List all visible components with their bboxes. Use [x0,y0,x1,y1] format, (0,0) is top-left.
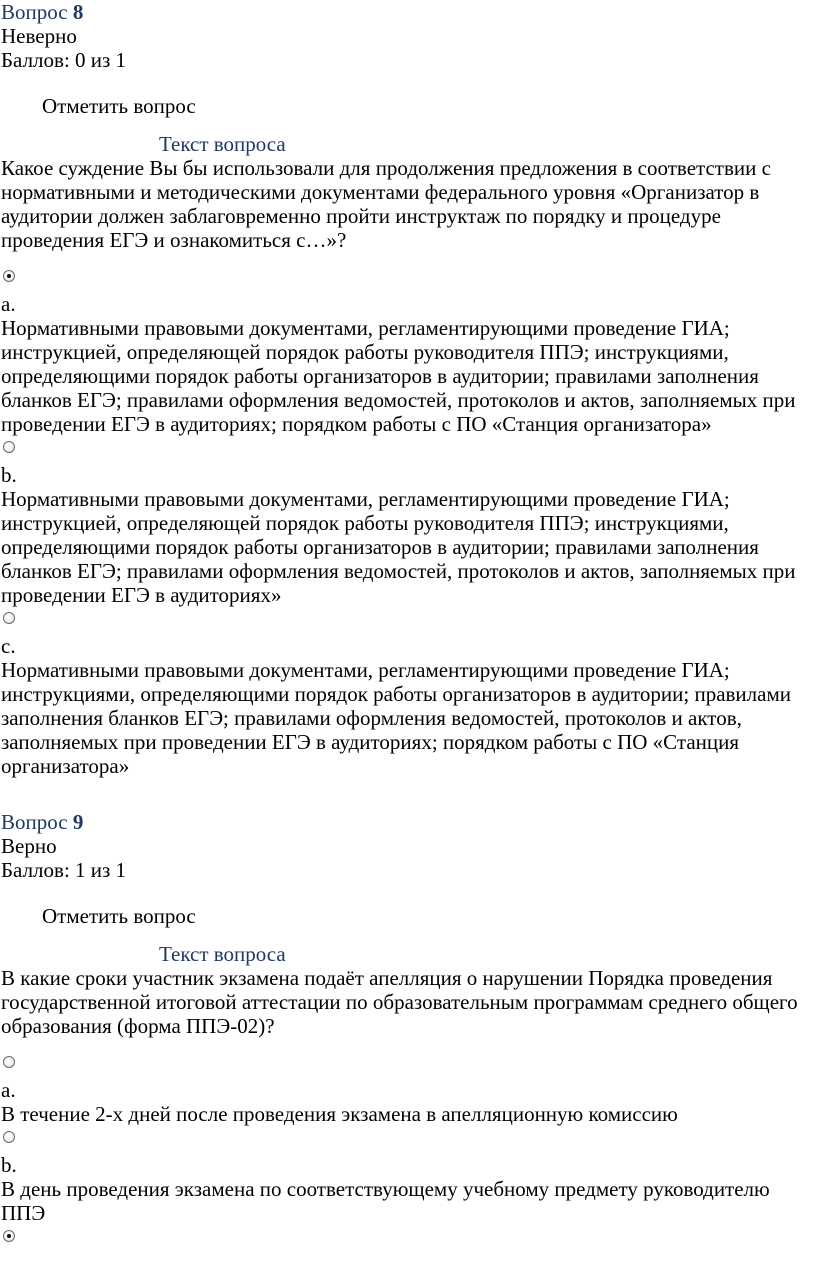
question-number: 8 [72,0,84,24]
question-text: Какое суждение Вы бы использовали для продолжения предложения в соответствии с нормативными и методическими документами федерального уровня «Организатор в аудитории должен заблаговременно пройти инструктаж по порядку и процедуре проведения ЕГЭ и ознакомиться с…»? [1,156,771,252]
option-letter: a. [1,1078,16,1102]
radio-option-c[interactable] [3,612,15,624]
question-score: Баллов: 1 из 1 [1,858,127,882]
question-status: Неверно [1,24,77,48]
question-header: Вопрос 9 [1,810,84,834]
radio-option-b[interactable] [3,441,15,453]
option-letter: b. [1,463,17,487]
question-number: 9 [72,810,84,834]
answer-option-b [1,1131,806,1225]
flag-question-link[interactable]: Отметить вопрос [42,904,196,928]
option-letter: c. [1,634,16,658]
answer-option-c [1,612,806,778]
option-letter: a. [1,292,16,316]
option-text: Нормативными правовыми документами, регламентирующими проведение ГИА; инструкцией, определяющей порядок работы руководителя ППЭ; инструкциями, определяющими порядок работы организаторов в аудитории; правилами заполнения бланков ЕГЭ; правилами оформления ведомостей, протоколов и актов, заполняемых при проведении ЕГЭ в аудиториях» [1,487,796,607]
option-letter: b. [1,1153,17,1177]
question-status: Верно [1,834,57,858]
question-text-label: Текст вопроса [159,132,286,156]
flag-question-link[interactable]: Отметить вопрос [42,94,196,118]
question-header: Вопрос 8 [1,0,84,24]
question-8 [1,0,806,778]
question-text: В какие сроки участник экзамена подаёт апелляция о нарушении Порядка проведения государственной итоговой аттестации по образовательным программам среднего общего образования (форма ППЭ-02)? [1,966,798,1038]
radio-option-c[interactable] [3,1230,15,1242]
radio-option-a[interactable] [3,1056,15,1068]
question-score: Баллов: 0 из 1 [1,48,127,72]
answer-option-b [1,441,806,607]
answer-option-c [1,1230,806,1242]
answer-option-a [1,270,806,436]
radio-option-b[interactable] [3,1131,15,1143]
option-text: Нормативными правовыми документами, регламентирующими проведение ГИА; инструкциями, определяющими порядок работы организаторов в аудитории; правилами заполнения бланков ЕГЭ; правилами оформления ведомостей, протоколов и актов, заполняемых при проведении ЕГЭ в аудиториях; порядком работы с ПО «Станция организатора» [1,658,791,778]
question-9 [1,810,806,1242]
question-text-label: Текст вопроса [159,942,286,966]
option-text: В течение 2-х дней после проведения экзамена в апелляционную комиссию [1,1102,678,1126]
option-text: В день проведения экзамена по соответствующему учебному предмету руководителю ППЭ [1,1177,770,1225]
option-text: Нормативными правовыми документами, регламентирующими проведение ГИА; инструкцией, определяющей порядок работы руководителя ППЭ; инструкциями, определяющими порядок работы организаторов в аудитории; правилами заполнения бланков ЕГЭ; правилами оформления ведомостей, протоколов и актов, заполняемых при проведении ЕГЭ в аудиториях; порядком работы с ПО «Станция организатора» [1,316,796,436]
answer-option-a [1,1056,806,1126]
radio-option-a[interactable] [3,270,15,282]
